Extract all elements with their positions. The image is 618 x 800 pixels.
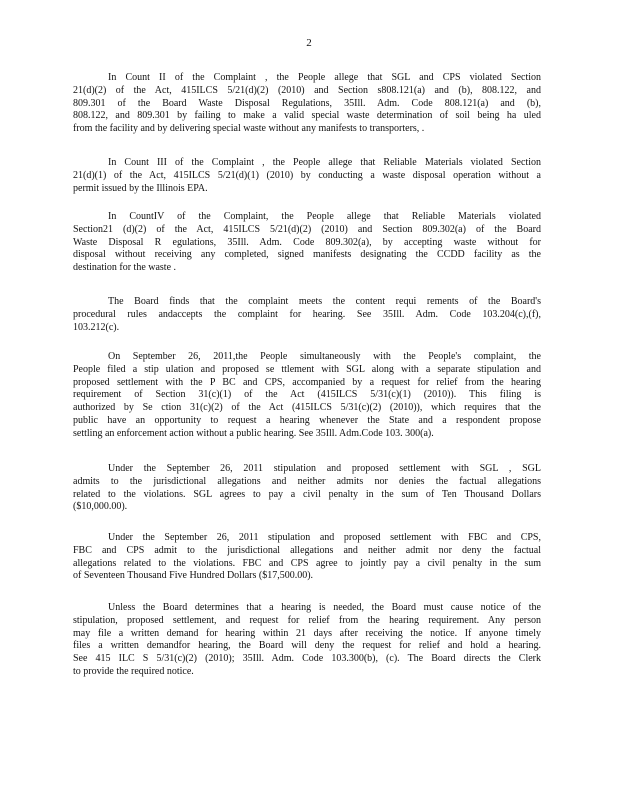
text-line: allegations related to the violations. FBC and CPS agree to jointly pay a civil penalty in the sum xyxy=(73,557,541,569)
page-number: 2 xyxy=(306,37,312,49)
text-line: In Count II of the Complaint , the People allege that SGL and CPS violated Section xyxy=(108,72,541,83)
text-line: files a written demandfor hearing, the Board will deny the request for relief and hold a hearing. xyxy=(73,640,541,652)
text-line: FBC and CPS admit to the jurisdictional allegations and neither admit nor deny the factual xyxy=(73,544,541,556)
text-line: See 415 ILC S 5/31(c)(2) (2010); 35Ill. Adm. Code 103.300(b), (c). The Board directs the Clerk xyxy=(73,653,541,665)
text-line: The Board finds that the complaint meets the content requi rements of the Board's xyxy=(108,296,541,307)
text-line: permit issued by the Illinois EPA. xyxy=(73,182,208,194)
text-line: 809.301 of the Board Waste Disposal Regulations, 35Ill. Adm. Code 808.121(a) and (b), xyxy=(73,97,541,109)
text-line: authorized by Se ction 31(c)(2) of the Act (415ILCS 5/31(c)(2) (2010)), which requires that the xyxy=(73,402,541,414)
text-line: requirement of Section 31(c)(1) of the Act (415ILCS 5/31(c)(1) (2010)). This filing is xyxy=(73,389,541,401)
text-line: from the facility and by delivering special waste without any manifests to transporters, . xyxy=(73,123,425,135)
text-line: may file a written demand for hearing within 21 days after receiving the notice. If anyone timely xyxy=(73,627,541,639)
paragraph-count-iv xyxy=(73,211,541,275)
text-line: Under the September 26, 2011 stipulation and proposed settlement with SGL , SGL xyxy=(108,463,541,474)
text-line: of Seventeen Thousand Five Hundred Dollars ($17,500.00). xyxy=(73,570,314,582)
paragraph-count-ii xyxy=(73,72,541,136)
text-line: destination for the waste . xyxy=(73,262,177,274)
text-line: 808.122, and 809.301 by failing to make a valid special waste determination of soil being ha uled xyxy=(73,110,541,122)
text-line: People filed a stip ulation and proposed se ttlement with SGL along with a separate stipulation and xyxy=(73,363,541,375)
paragraph-sgl-settlement xyxy=(73,463,541,514)
text-line: to provide the required notice. xyxy=(73,665,194,677)
text-line: 21(d)(1) of the Act, 415ILCS 5/21(d)(1) (2010) by conducting a waste disposal operation without a xyxy=(73,169,541,181)
text-line: 103.212(c). xyxy=(73,321,120,333)
text-line: Under the September 26, 2011 stipulation and proposed settlement with FBC and CPS, xyxy=(108,532,541,543)
text-line: procedural rules andaccepts the complaint for hearing. See 35Ill. Adm. Code 103.204(c),(f), xyxy=(73,308,541,320)
text-line: In Count III of the Complaint , the People allege that Reliable Materials violated Section xyxy=(108,157,541,168)
text-line: Unless the Board determines that a hearing is needed, the Board must cause notice of the xyxy=(108,602,541,613)
text-line: admits to the jurisdictional allegations and neither admits nor denies the factual allegations xyxy=(73,475,541,487)
text-line: Waste Disposal R egulations, 35Ill. Adm. Code 809.302(a), by accepting waste without for xyxy=(73,236,541,248)
text-line: public have an opportunity to request a hearing whenever the State and a respondent propose xyxy=(73,414,541,426)
paragraph-count-iii xyxy=(73,157,541,195)
paragraph-board-finds xyxy=(73,296,541,334)
text-line: stipulation, proposed settlement, and request for relief from the hearing requirement. Any person xyxy=(73,614,541,626)
paragraph-hearing-notice xyxy=(73,602,541,679)
text-line: related to the violations. SGL agrees to pay a civil penalty in the sum of Ten Thousand Dollars xyxy=(73,488,541,500)
text-line: ($10,000.00). xyxy=(73,501,128,513)
text-line: settling an enforcement action without a public hearing. See 35Ill. Adm.Code 103. 300(a). xyxy=(73,427,434,439)
text-line: In CountIV of the Complaint, the People allege that Reliable Materials violated xyxy=(108,211,541,222)
text-line: 21(d)(2) of the Act, 415ILCS 5/21(d)(2) (2010) and Section s808.121(a) and (b), 808.122, and xyxy=(73,84,541,96)
paragraph-stipulation-filed xyxy=(73,351,541,441)
text-line: Section21 (d)(2) of the Act, 415ILCS 5/21(d)(2) (2010) and Section 809.302(a) of the Board xyxy=(73,223,541,235)
text-line: proposed settlement with the P BC and CPS, accompanied by a request for relief from the hearing xyxy=(73,376,541,388)
text-line: disposal without receiving any completed, signed manifests designating the CCDD facility as the xyxy=(73,249,541,261)
paragraph-fbc-cps-settlement xyxy=(73,532,541,583)
text-line: On September 26, 2011,the People simultaneously with the People's complaint, the xyxy=(108,351,541,362)
